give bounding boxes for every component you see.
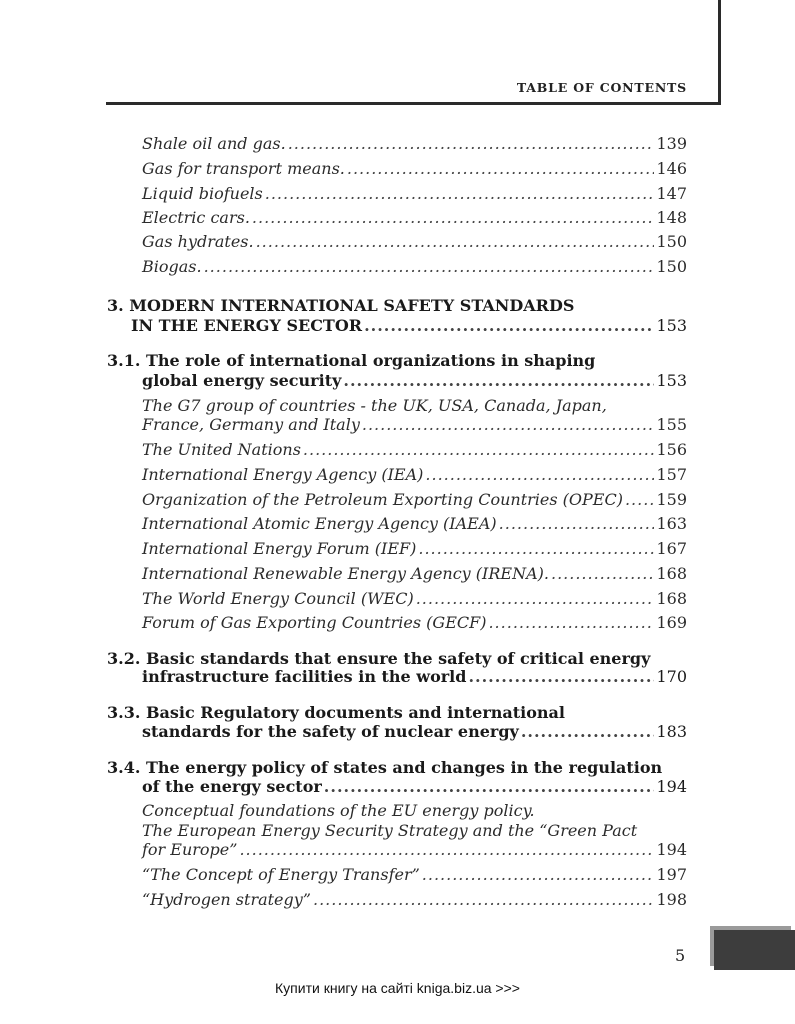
- toc-entry-gecf: [142, 613, 687, 632]
- leader-dots: [362, 415, 655, 434]
- toc-section-3-line1: 3. MODERN INTERNATIONAL SAFETY STANDARDS: [107, 296, 575, 315]
- leader-dots: [499, 514, 655, 533]
- toc-entry-ief: [142, 539, 687, 558]
- running-header: TABLE OF CONTENTS: [516, 80, 687, 95]
- toc-entry-opec: [142, 490, 687, 509]
- toc-section-3-4: [142, 777, 687, 796]
- toc-entry-un: [142, 440, 687, 459]
- toc-entry-g7-line1: The G7 group of countries - the UK, USA, Canada, Japan,: [142, 396, 607, 415]
- header-rule: [106, 102, 721, 105]
- toc-entry-irena: [142, 564, 687, 583]
- toc-section-3-1-line1: 3.1. The role of international organizations in shaping: [107, 351, 596, 370]
- toc-entry-title: Shale oil and gas.: [142, 134, 286, 153]
- toc-entry-title: International Renewable Energy Agency (IRENA).: [142, 564, 549, 583]
- toc-page-number: 170: [656, 667, 687, 686]
- toc-entry-title: “Hydrogen strategy”: [142, 890, 311, 909]
- toc-page-number: 167: [656, 539, 687, 558]
- page-number: 5: [675, 946, 686, 965]
- toc-page-number: 168: [656, 564, 687, 583]
- leader-dots: [425, 465, 654, 484]
- toc-page-number: 139: [656, 134, 687, 153]
- leader-dots: [521, 722, 655, 741]
- toc-page-number: 148: [656, 208, 687, 227]
- toc-page-number: 197: [656, 865, 687, 884]
- toc-entry-eu-line2: The European Energy Security Strategy and the “Green Pact: [142, 821, 638, 840]
- toc-entry-shale: [142, 134, 687, 153]
- leader-dots: [551, 564, 654, 583]
- toc-section-3-3: [142, 722, 687, 741]
- toc-entry-wec: [142, 589, 687, 608]
- toc-section-3-1: [142, 371, 687, 390]
- leader-dots: [416, 589, 655, 608]
- toc-section-3-4-line1: 3.4. The energy policy of states and changes in the regulation: [107, 758, 663, 777]
- toc-page-number: 168: [656, 589, 687, 608]
- toc-entry-title: Biogas.: [142, 257, 202, 276]
- toc-section-3: [131, 316, 687, 335]
- toc-page-number: 157: [656, 465, 687, 484]
- toc-entry-iea: [142, 465, 687, 484]
- leader-dots: [288, 134, 655, 153]
- leader-dots: [252, 208, 655, 227]
- toc-page-number: 163: [656, 514, 687, 533]
- toc-page-number: 147: [656, 184, 687, 203]
- toc-entry-hydrogen: [142, 890, 687, 909]
- leader-dots: [256, 232, 655, 251]
- footer-link[interactable]: Купити книгу на сайті kniga.biz.ua >>>: [275, 980, 520, 996]
- toc-page-number: 169: [656, 613, 687, 632]
- toc-page-number: 150: [656, 257, 687, 276]
- leader-dots: [468, 667, 654, 686]
- toc-entry-g7: [142, 415, 687, 434]
- toc-section-3-2: [142, 667, 687, 686]
- toc-entry-title: International Energy Forum (IEF): [142, 539, 417, 558]
- leader-dots: [422, 865, 655, 884]
- toc-entry-title: global energy security: [142, 371, 342, 390]
- frame-vertical-rule: [718, 0, 721, 105]
- toc-entry-gas-transport: [142, 159, 687, 178]
- toc-page-number: 153: [656, 316, 687, 335]
- toc-page-number: 183: [656, 722, 687, 741]
- toc-entry-title: The United Nations: [142, 440, 301, 459]
- toc-entry-title: IN THE ENERGY SECTOR: [131, 316, 363, 335]
- toc-page-number: 194: [656, 777, 687, 796]
- toc-entry-energy-transfer: [142, 865, 687, 884]
- toc-entry-biofuels: [142, 184, 687, 203]
- toc-entry-title: Gas for transport means.: [142, 159, 345, 178]
- toc-entry-title: for Europe”: [142, 840, 238, 859]
- leader-dots: [239, 840, 654, 859]
- toc-entry-biogas: [142, 257, 687, 276]
- toc-page-number: 159: [656, 490, 687, 509]
- toc-section-3-2-line1: 3.2. Basic standards that ensure the safety of critical energy: [107, 649, 651, 668]
- leader-dots: [364, 316, 654, 335]
- toc-entry-eu: [142, 840, 687, 859]
- toc-entry-title: Forum of Gas Exporting Countries (GECF): [142, 613, 487, 632]
- toc-entry-title: “The Concept of Energy Transfer”: [142, 865, 420, 884]
- leader-dots: [418, 539, 654, 558]
- leader-dots: [303, 440, 655, 459]
- toc-entry-title: France, Germany and Italy: [142, 415, 360, 434]
- leader-dots: [625, 490, 655, 509]
- leader-dots: [488, 613, 654, 632]
- toc-entry-title: International Energy Agency (IEA): [142, 465, 424, 484]
- toc-page-number: 198: [656, 890, 687, 909]
- leader-dots: [265, 184, 655, 203]
- toc-entry-eu-line1: Conceptual foundations of the EU energy policy.: [142, 801, 535, 820]
- toc-entry-title: Organization of the Petroleum Exporting Countries (OPEC): [142, 490, 623, 509]
- toc-entry-title: standards for the safety of nuclear energy: [142, 722, 519, 741]
- toc-page-number: 194: [656, 840, 687, 859]
- toc-entry-title: Gas hydrates.: [142, 232, 254, 251]
- toc-page-number: 153: [656, 371, 687, 390]
- toc-section-3-3-line1: 3.3. Basic Regulatory documents and international: [107, 703, 565, 722]
- toc-page-number: 155: [656, 415, 687, 434]
- page-edge-tab: [714, 930, 795, 970]
- toc-entry-iaea: [142, 514, 687, 533]
- toc-page-number: 156: [656, 440, 687, 459]
- toc-entry-title: Liquid biofuels: [142, 184, 263, 203]
- leader-dots: [347, 159, 655, 178]
- leader-dots: [204, 257, 655, 276]
- leader-dots: [324, 777, 655, 796]
- toc-entry-title: Electric cars.: [142, 208, 250, 227]
- toc-entry-title: infrastructure facilities in the world: [142, 667, 467, 686]
- toc-page-number: 146: [656, 159, 687, 178]
- toc-entry-title: The World Energy Council (WEC): [142, 589, 414, 608]
- toc-entry-gas-hydrates: [142, 232, 687, 251]
- toc-entry-electric-cars: [142, 208, 687, 227]
- toc-entry-title: International Atomic Energy Agency (IAEA): [142, 514, 497, 533]
- toc-page-number: 150: [656, 232, 687, 251]
- leader-dots: [313, 890, 654, 909]
- toc-entry-title: of the energy sector: [142, 777, 322, 796]
- leader-dots: [343, 371, 654, 390]
